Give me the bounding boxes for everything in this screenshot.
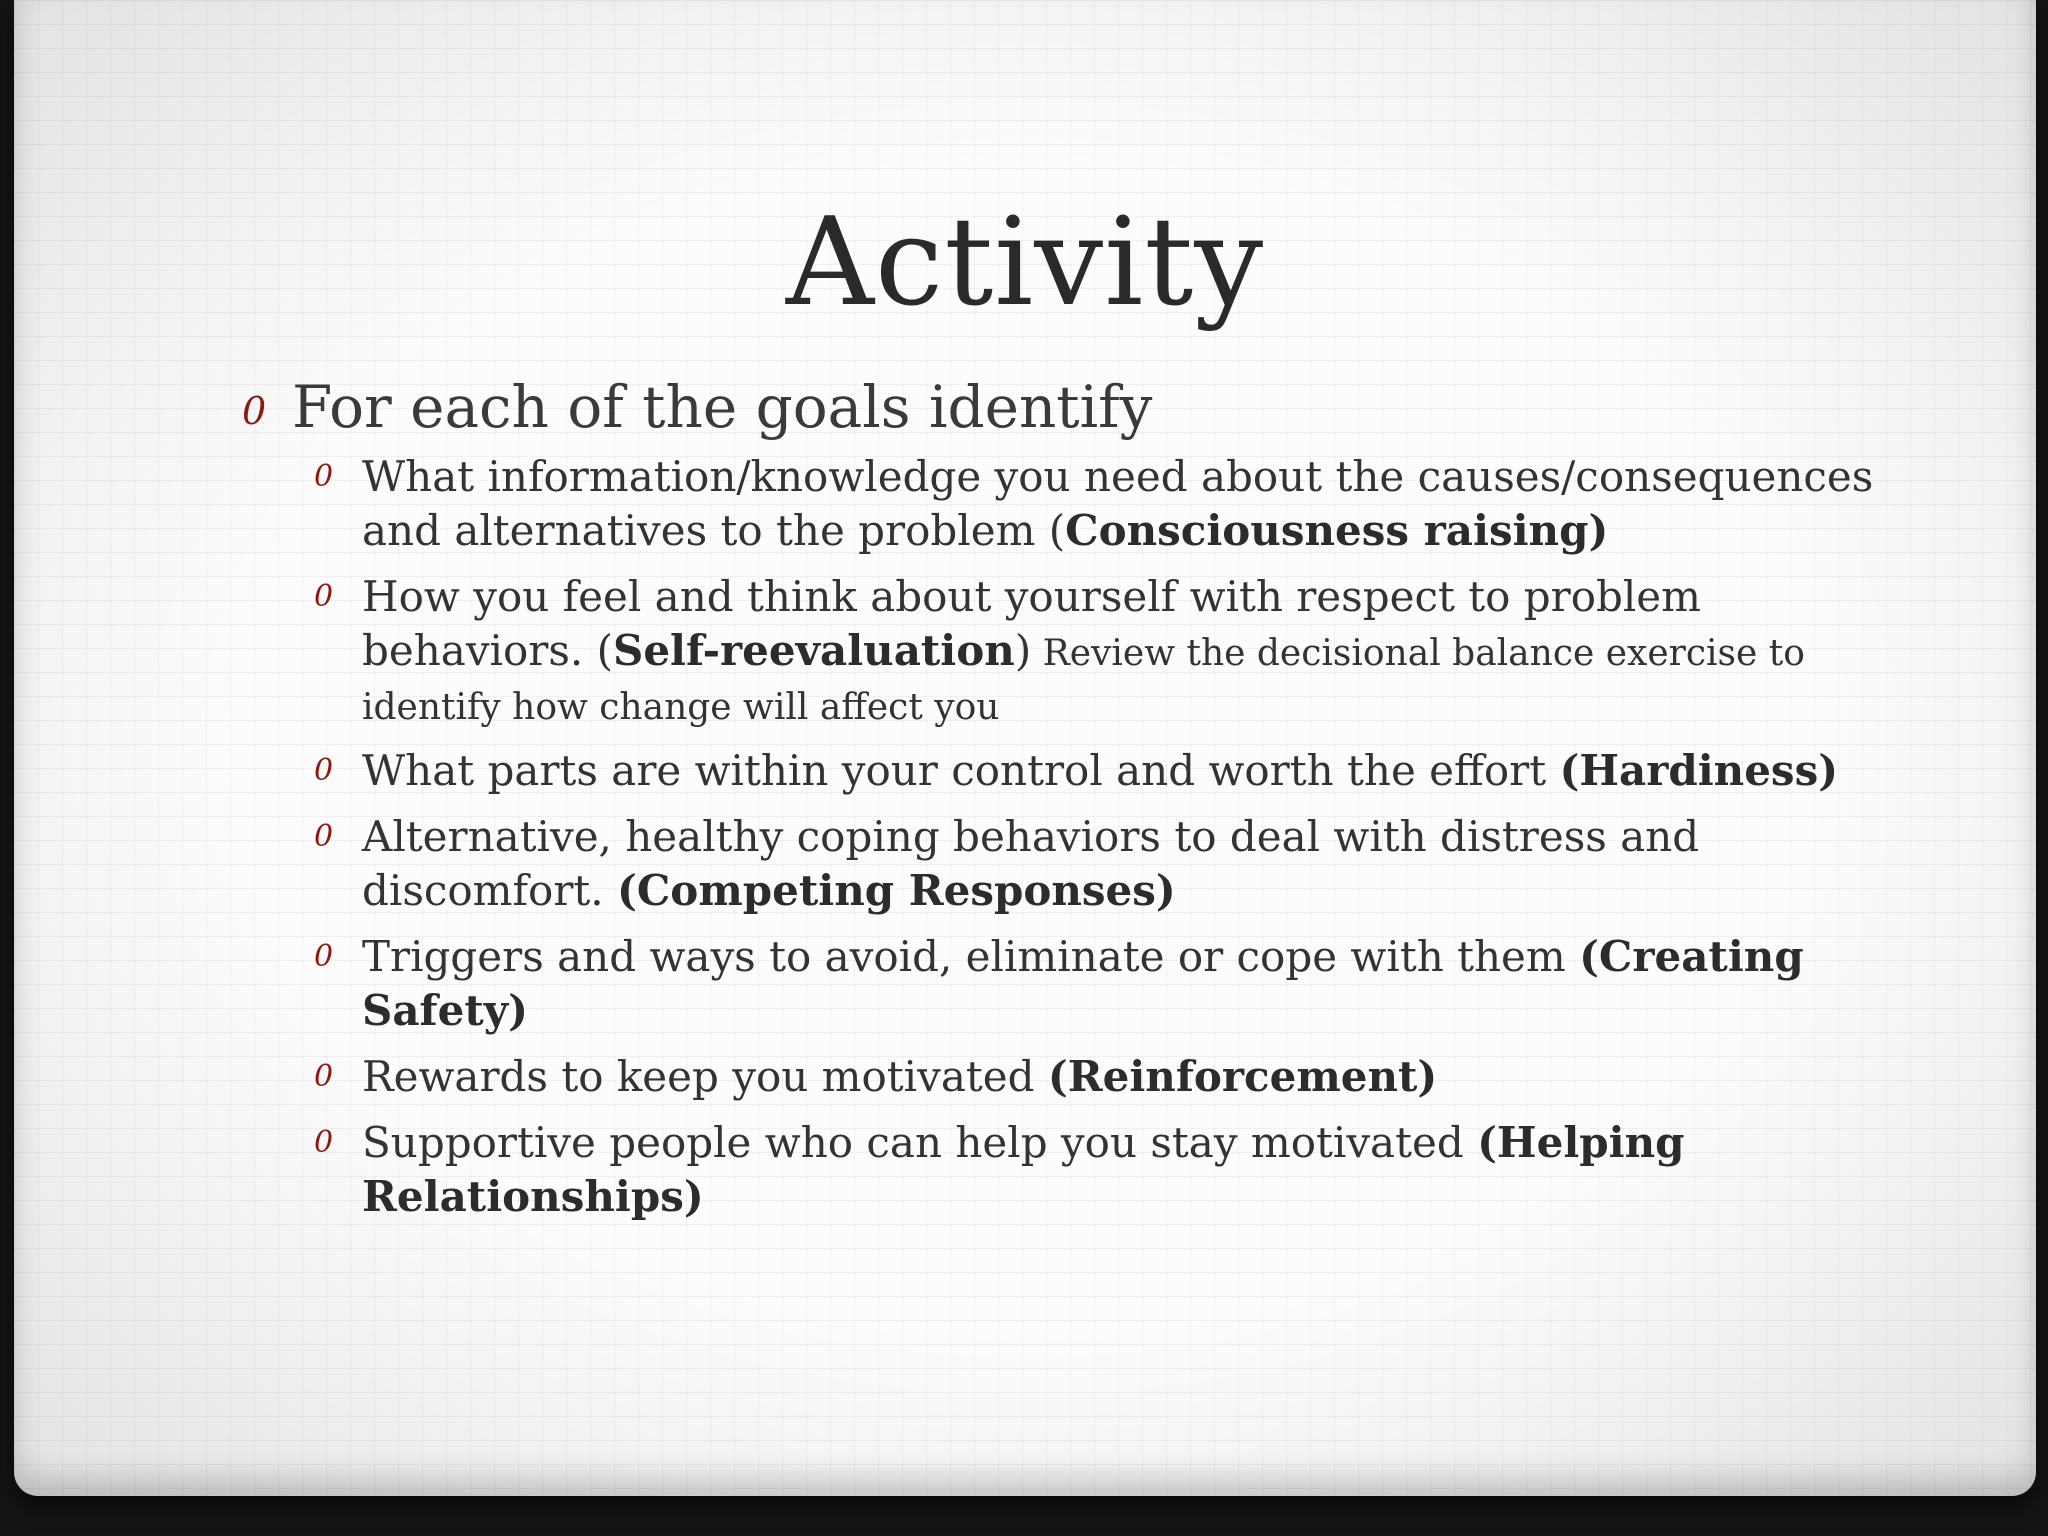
item-text: Rewards to keep you motivated [362,1052,1048,1101]
item-emphasis: (Competing Responses) [617,866,1176,915]
list-item [314,1050,1876,1104]
main-bullet [236,372,1876,442]
bullet-icon: 0 [314,1125,334,1160]
item-emphasis: (Reinforcement) [1047,1052,1438,1101]
sub-bullet-list [236,450,1876,1224]
list-item [314,450,1876,558]
slide-body [236,372,1876,1236]
item-text: Alternative, healthy coping behaviors to deal with distress and discomfort. [362,812,1700,915]
item-text: What parts are within your control and worth the effort [362,746,1560,795]
item-note: Review the decisional balance exercise to identify how change will affect you [362,633,1805,728]
bullet-icon: 0 [314,819,334,854]
item-text: What information/knowledge you need about the causes/consequences and alternatives to the problem ( [362,452,1874,555]
item-emphasis: Self-reevaluation [613,626,1015,675]
item-emphasis: Consciousness raising) [1065,506,1609,555]
bullet-icon: 0 [314,939,334,974]
main-bullet-text: For each of the goals identify [292,373,1153,441]
list-item [314,1116,1876,1224]
bullet-icon: 0 [314,753,334,788]
item-emphasis: (Creating Safety) [362,932,1804,1035]
bullet-icon: 0 [314,579,334,614]
bullet-icon: 0 [314,459,334,494]
item-emphasis: (Hardiness) [1559,746,1839,795]
item-text: Supportive people who can help you stay motivated [362,1118,1478,1167]
bullet-icon: 0 [314,1059,334,1094]
list-item [314,810,1876,918]
list-item [314,744,1876,798]
slide-title: Activity [785,191,1265,333]
item-text-after: ) [1014,626,1032,675]
item-emphasis: (Helping Relationships) [362,1118,1685,1221]
item-text: How you feel and think about yourself with respect to problem behaviors. ( [362,572,1701,675]
list-item [314,570,1876,732]
list-item [314,930,1876,1038]
item-text: Triggers and ways to avoid, eliminate or cope with them [362,932,1580,981]
slide [14,0,2036,1496]
bullet-icon: 0 [242,389,267,433]
